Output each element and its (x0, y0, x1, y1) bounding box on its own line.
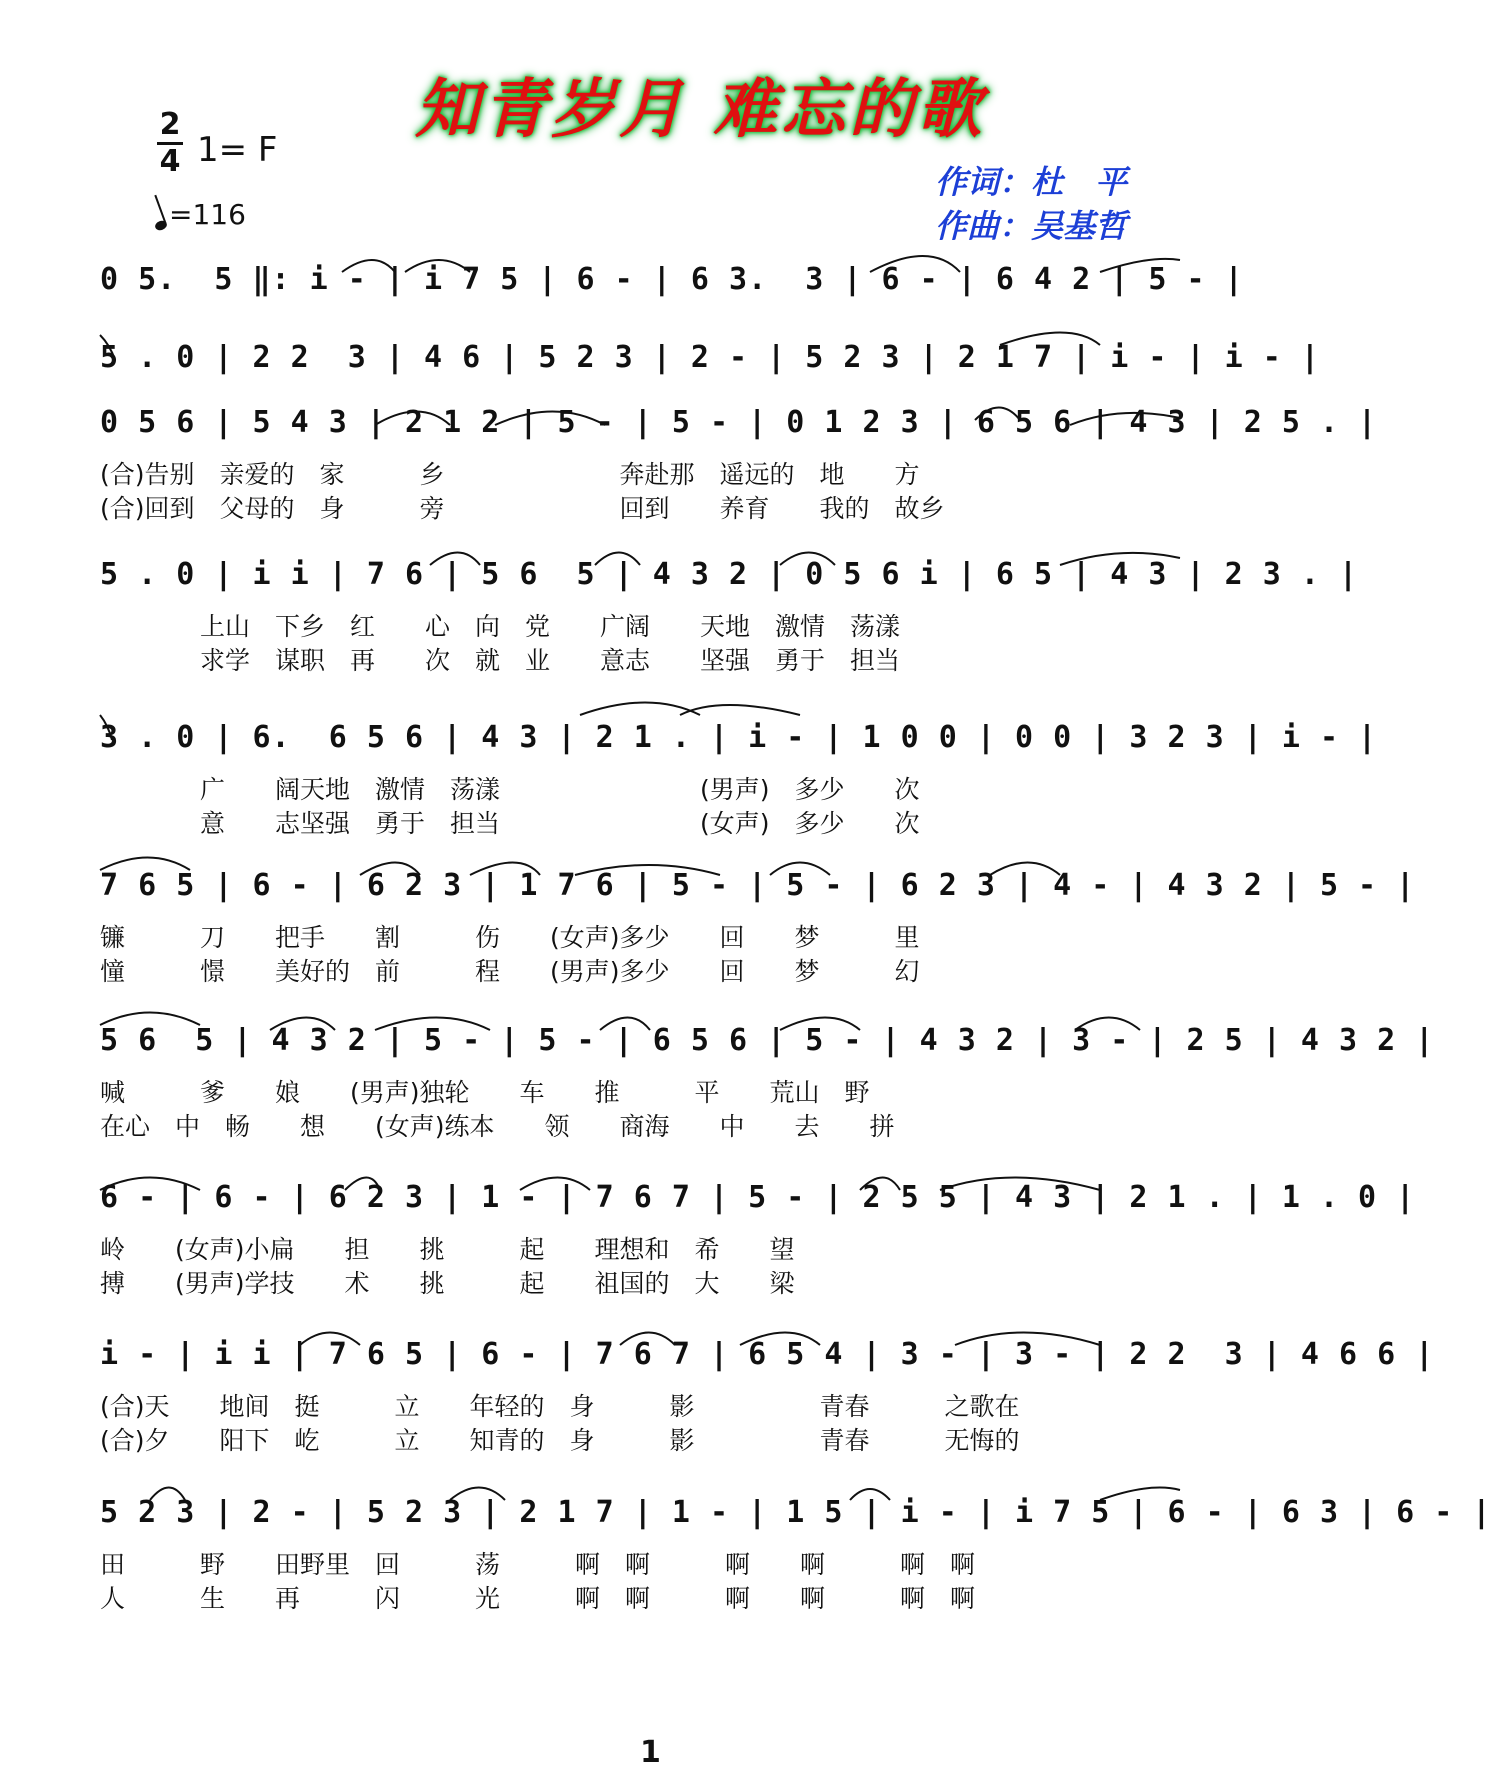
music-line-3: 0 5 6 | 5 4 3 | 2 1 2 | 5 - | 5 - | 0 1 2 3 | 6 5 6 | 4 3 | 2 5 . | (100, 405, 1378, 440)
quarter-note-icon (154, 219, 168, 232)
key-signature: 1= F (197, 130, 278, 170)
lyric-line-8-1: 岭 (女声)小扁 担 挑 起 理想和 希 望 (100, 1235, 795, 1264)
lyric-line-9-1: (合)天 地间 挺 立 年轻的 身 影 青春 之歌在 (100, 1392, 1020, 1421)
composer: 作曲：吴基哲 (935, 207, 1128, 245)
credits (935, 160, 1127, 248)
music-line-4: 5 . 0 | i i | 7 6 | 5 6 5 | 4 3 2 | 0 5 6 i | 6 5 | 4 3 | 2 3 . | (100, 557, 1359, 592)
lyric-line-4-1: 上山 下乡 红 心 向 党 广阔 天地 激情 荡漾 (100, 612, 901, 641)
time-signature-bottom: 4 (159, 144, 181, 179)
tempo-marking (155, 198, 246, 231)
lyric-line-4-2: 求学 谋职 再 次 就 业 意志 坚强 勇于 担当 (100, 646, 901, 675)
lyric-line-10-1: 田 野 田野里 回 荡 啊 啊 啊 啊 啊 啊 (100, 1550, 976, 1579)
music-line-8: 6 - | 6 - | 6 2 3 | 1 - | 7 6 7 | 5 - | 2 5 5 | 4 3 | 2 1 . | 1 . 0 | (100, 1180, 1416, 1215)
music-line-7: 5 6 5 | 4 3 2 | 5 - | 5 - | 6 5 6 | 5 - | 4 3 2 | 3 - | 2 5 | 4 3 2 | (100, 1023, 1435, 1058)
time-signature-top: 2 (159, 107, 181, 142)
page-number: 1 (640, 1735, 661, 1770)
lyric-line-3-2: (合)回到 父母的 身 旁 回到 养育 我的 故乡 (100, 494, 945, 523)
lyric-line-9-2: (合)夕 阳下 屹 立 知青的 身 影 青春 无悔的 (100, 1426, 1020, 1455)
lyric-line-7-2: 在心 中 畅 想 (女声)练本 领 商海 中 去 拼 (100, 1112, 895, 1141)
lyric-line-5-1: 广 阔天地 激情 荡漾 (男声) 多少 次 (100, 775, 920, 804)
music-line-6: 7 6 5 | 6 - | 6 2 3 | 1 7 6 | 5 - | 5 - | 6 2 3 | 4 - | 4 3 2 | 5 - | (100, 868, 1416, 903)
time-signature (155, 108, 185, 179)
lyric-line-7-1: 喊 爹 娘 (男声)独轮 车 推 平 荒山 野 (100, 1078, 870, 1107)
lyric-line-10-2: 人 生 再 闪 光 啊 啊 啊 啊 啊 啊 (100, 1584, 976, 1613)
song-title: 知青岁月 难忘的歌 (415, 72, 986, 147)
lyric-line-3-1: (合)告别 亲爱的 家 乡 奔赴那 遥远的 地 方 (100, 460, 920, 489)
tempo-value: =116 (169, 198, 246, 231)
lyric-line-6-2: 憧 憬 美好的 前 程 (男声)多少 回 梦 幻 (100, 957, 920, 986)
music-line-1: 0 5. 5 ‖: i - | i 7 5 | 6 - | 6 3. 3 | 6 - | 6 4 2 | 5 - | (100, 262, 1244, 297)
music-line-2: 5 . 0 | 2 2 3 | 4 6 | 5 2 3 | 2 - | 5 2 3 | 2 1 7 | i - | i - | (100, 340, 1320, 375)
lyric-line-5-2: 意 志坚强 勇于 担当 (女声) 多少 次 (100, 809, 920, 838)
lyricist: 作词：杜 平 (935, 163, 1128, 201)
music-line-10: 5 2 3 | 2 - | 5 2 3 | 2 1 7 | 1 - | 1 5 | i - | i 7 5 | 6 - | 6 3 | 6 - | (100, 1495, 1492, 1530)
lyric-line-6-1: 镰 刀 把手 割 伤 (女声)多少 回 梦 里 (100, 923, 920, 952)
music-line-5: 3 . 0 | 6. 6 5 6 | 4 3 | 2 1 . | i - | 1 0 0 | 0 0 | 3 2 3 | i - | (100, 720, 1378, 755)
lyric-line-8-2: 搏 (男声)学技 术 挑 起 祖国的 大 梁 (100, 1269, 795, 1298)
music-line-9: i - | i i | 7 6 5 | 6 - | 7 6 7 | 6 5 4 | 3 - | 3 - | 2 2 3 | 4 6 6 | (100, 1337, 1435, 1372)
